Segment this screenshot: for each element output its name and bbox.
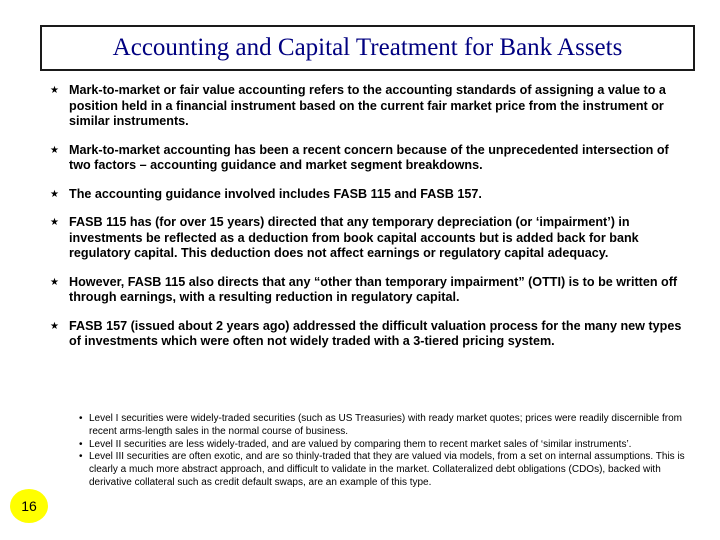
sub-bullet-item xyxy=(79,439,694,452)
star-icon: ★ xyxy=(50,188,59,200)
bullet-text: FASB 157 (issued about 2 years ago) addressed the difficult valuation process for the many new types of investments which were often not widely traded with a 3-tiered pricing system. xyxy=(69,318,682,348)
bullet-text: Mark-to-market accounting has been a recent concern because of the unprecedented intersection of two factors – accounting guidance and market segment breakdowns. xyxy=(69,142,669,172)
bullet-text: FASB 115 has (for over 15 years) directed that any temporary depreciation (or ‘impairment’) in investments be reflected as a deduction from book capital accounts but is added back for bank regulatory capital. This deduction does not affect earnings or regulatory capital adequacy. xyxy=(69,215,639,260)
bullet-item xyxy=(40,143,690,174)
bullet-dot-icon: • xyxy=(79,438,83,450)
bullet-item xyxy=(40,187,690,203)
bullet-list xyxy=(40,83,690,350)
title-box xyxy=(40,25,695,71)
star-icon: ★ xyxy=(50,320,59,332)
star-icon: ★ xyxy=(50,144,59,156)
sub-bullet-text: Level III securities are often exotic, and are so thinly-traded that they are valued via models, from a set on internal assumptions. This is clearly a much more abstract approach, and difficult to validate in the market. Collateralized debt obligations (CDOs), backed with derivative collateral such as credit default swaps, are an example of this type. xyxy=(89,451,685,488)
bullet-item xyxy=(40,319,690,350)
bullet-dot-icon: • xyxy=(79,451,83,463)
bullet-text: However, FASB 115 also directs that any “other than temporary impairment” (OTTI) is to be written off through earnings, with a resulting reduction in regulatory capital. xyxy=(69,274,678,304)
bullet-item xyxy=(40,275,690,306)
sub-bullet-item xyxy=(79,451,694,489)
star-icon: ★ xyxy=(50,85,59,96)
sub-bullet-text: Level I securities were widely-traded securities (such as US Treasuries) with ready market quotes; prices were readily discernible from recent arms-length sales in the normal course of business. xyxy=(89,413,683,437)
sub-bullet-text: Level II securities are less widely-traded, and are valued by comparing them to recent market sales of ‘similar instruments’. xyxy=(89,438,632,450)
page-number-badge xyxy=(10,489,48,523)
bullet-text: The accounting guidance involved includes FASB 115 and FASB 157. xyxy=(69,186,482,201)
star-icon: ★ xyxy=(50,276,59,288)
bullet-item xyxy=(40,83,690,130)
bullet-text: Mark-to-market or fair value accounting refers to the accounting standards of assigning a value to a position held in a financial instrument based on the current fair market price from the instrument or similar instruments. xyxy=(69,83,666,128)
bullet-item xyxy=(40,215,690,262)
sub-bullet-item xyxy=(79,413,694,439)
star-icon: ★ xyxy=(50,217,59,228)
sub-bullet-list xyxy=(79,413,694,490)
bullet-dot-icon: • xyxy=(79,413,83,424)
slide-title: Accounting and Capital Treatment for Bank Assets xyxy=(112,34,623,61)
page-number: 16 xyxy=(21,498,37,514)
